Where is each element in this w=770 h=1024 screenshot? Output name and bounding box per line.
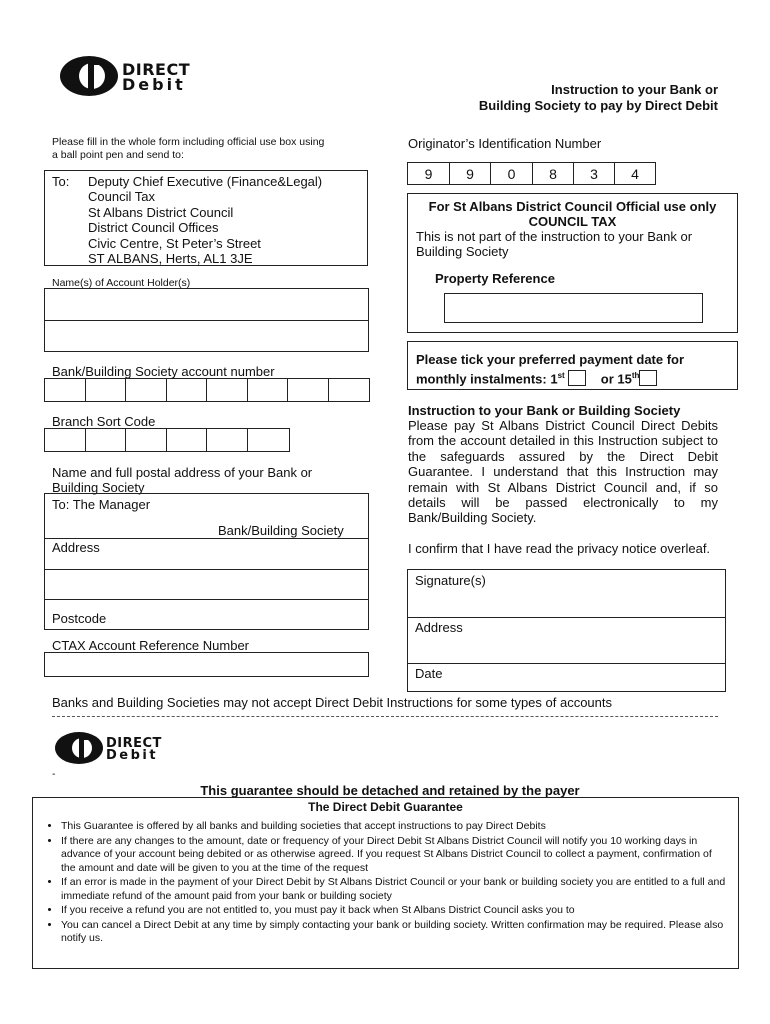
account-number-boxes[interactable] (44, 378, 370, 402)
bank-address-box[interactable] (44, 493, 369, 630)
divider (45, 599, 368, 600)
guarantee-box (32, 797, 739, 969)
direct-debit-logo-small (54, 731, 184, 765)
fill-instructions-line1: Please fill in the whole form including official use box using (52, 136, 325, 148)
instruction-body: Please pay St Albans District Council Direct Debits from the account detailed in this Instruction subject to the safeguards assured by the Direct Debit Guarantee. I understand that this Instruction may remain with St Albans District Council and, if so details will be passed electronically to my Bank/Building Society. (408, 418, 718, 526)
sort-code-cell[interactable] (86, 429, 126, 451)
account-holder-field-2[interactable] (44, 320, 369, 352)
form-title-line2: Building Society to pay by Direct Debit (478, 98, 718, 113)
guarantee-bullet: • If you receive a refund you are not entitled to, you must pay it back when St Albans District Council asks you to (61, 904, 727, 918)
sort-code-cell[interactable] (126, 429, 167, 451)
signature-field[interactable] (408, 570, 725, 617)
signature-box (407, 569, 726, 692)
fifteenth-sup: th (631, 371, 640, 380)
bank-address-field-label: Address (52, 540, 100, 555)
detach-line (52, 716, 718, 717)
account-number-cell[interactable] (207, 379, 248, 401)
form-title-line1: Instruction to your Bank or (551, 82, 718, 97)
divider (45, 569, 368, 570)
signature-label: Signature(s) (415, 573, 486, 588)
fill-instructions-line2: a ball point pen and send to: (52, 149, 184, 161)
small-mark: - (52, 768, 56, 780)
payment-date-box (407, 341, 738, 390)
originator-digit: 8 (533, 163, 574, 185)
address-line: Civic Centre, St Peter’s Street (88, 235, 261, 251)
account-holders-label: Name(s) of Account Holder(s) (52, 277, 191, 289)
account-number-cell[interactable] (86, 379, 126, 401)
sort-code-boxes[interactable] (44, 428, 290, 452)
official-use-box (407, 193, 738, 333)
official-use-note-line2: Building Society (416, 244, 509, 259)
originator-id-label: Originator’s Identification Number (408, 136, 602, 151)
official-use-note (416, 229, 692, 259)
bank-address-label-line1: Name and full postal address of your Bank or (52, 465, 313, 480)
send-to-label: To: (52, 174, 70, 189)
send-to-address-box (44, 170, 368, 266)
official-use-title: For St Albans District Council Official use only (428, 199, 717, 214)
address-line: Deputy Chief Executive (Finance&Legal) (88, 174, 323, 189)
bank-to-manager: To: The Manager (52, 497, 151, 512)
bank-address-label-line2: Building Society (52, 480, 145, 495)
ctax-reference-label: CTAX Account Reference Number (52, 638, 250, 653)
account-number-cell[interactable] (126, 379, 167, 401)
postcode-label: Postcode (52, 611, 107, 626)
instruction-title: Instruction to your Bank or Building Society (408, 403, 681, 418)
sort-code-cell[interactable] (45, 429, 86, 451)
signature-address-label: Address (415, 620, 463, 635)
form-title (479, 82, 718, 114)
date-label: Date (415, 666, 443, 681)
divider (408, 617, 725, 618)
account-number-cell[interactable] (248, 379, 288, 401)
tick-box-15th[interactable] (639, 370, 657, 386)
divider (408, 663, 725, 664)
sort-code-cell[interactable] (248, 429, 289, 451)
account-number-cell[interactable] (288, 379, 329, 401)
logo-small-word-debit: Debit (106, 748, 159, 763)
property-reference-label: Property Reference (435, 271, 555, 286)
direct-debit-logo (58, 54, 208, 98)
guarantee-bullet: • If an error is made in the payment of your Direct Debit by St Albans District Council or your bank or building society you are entitled to a full and immediate refund of the amount paid from your bank or building society (61, 876, 727, 903)
property-reference-field[interactable] (444, 293, 703, 323)
fill-instructions (52, 136, 324, 162)
originator-digit: 0 (491, 163, 533, 185)
originator-digit: 4 (631, 166, 639, 182)
originator-digit: 9 (450, 163, 491, 185)
sort-code-cell[interactable] (207, 429, 248, 451)
originator-digit: 9 (408, 163, 450, 185)
direct-debit-logo-icon (58, 54, 120, 98)
guarantee-bullet: • This Guarantee is offered by all banks and building societies that accept instructions to pay Direct Debits (61, 820, 727, 834)
address-line: District Council Offices (88, 220, 219, 236)
address-line: Council Tax (88, 189, 155, 205)
bank-building-society-label: Bank/Building Society (218, 523, 344, 538)
official-use-note-line1: This is not part of the instruction to your Bank or (416, 229, 693, 244)
originator-digit: 3 (574, 163, 615, 185)
tick-box-1st[interactable] (568, 370, 586, 386)
originator-id-boxes (407, 162, 656, 185)
account-holder-field-1[interactable] (44, 288, 369, 321)
detach-note: This guarantee should be detached and retained by the payer (200, 783, 580, 798)
sort-code-cell[interactable] (167, 429, 207, 451)
guarantee-bullet: • If there are any changes to the amount, date or frequency of your Direct Debit St Albans District Council will notify you 10 working days in advance of your account being debited or as otherwise agreed. If you request St Albans District Council to collect a payment, confirmation of the amount and date will be given to you at the time of the request (61, 835, 727, 876)
direct-debit-logo-small-icon (54, 731, 104, 765)
sort-code-label: Branch Sort Code (52, 414, 156, 429)
payment-date-line1: Please tick your preferred payment date for (416, 352, 685, 367)
ctax-reference-field[interactable] (44, 652, 369, 677)
guarantee-title: The Direct Debit Guarantee (308, 800, 463, 814)
logo-small-word-direct: DIRECT (106, 736, 162, 751)
divider (45, 538, 368, 539)
logo-word-direct: DIRECT (122, 60, 191, 79)
address-line: ST ALBANS, Herts, AL1 3JE (88, 251, 253, 267)
account-number-cell[interactable] (167, 379, 207, 401)
guarantee-list (35, 820, 727, 947)
account-number-label: Bank/Building Society account number (52, 364, 275, 379)
address-line: St Albans District Council (88, 204, 234, 220)
official-use-subtitle: COUNCIL TAX (528, 214, 617, 229)
guarantee-bullet: • You can cancel a Direct Debit at any time by simply contacting your bank or building society. Written confirmation may be required. Please also notify us. (61, 919, 727, 946)
account-number-cell[interactable] (45, 379, 86, 401)
account-number-cell[interactable] (329, 379, 369, 401)
send-to-lines (88, 174, 322, 266)
logo-word-debit: Debit (122, 75, 186, 94)
payment-date-line2 (416, 368, 657, 386)
bank-address-label (52, 465, 312, 495)
bank-acceptance-note: Banks and Building Societies may not accept Direct Debit Instructions for some types of accounts (52, 695, 612, 710)
first-sup: st (557, 371, 565, 380)
payment-date-prefix: monthly instalments: 1 (416, 371, 558, 387)
or-text: or 15 (600, 371, 632, 387)
privacy-confirmation: I confirm that I have read the privacy notice overleaf. (408, 541, 711, 556)
